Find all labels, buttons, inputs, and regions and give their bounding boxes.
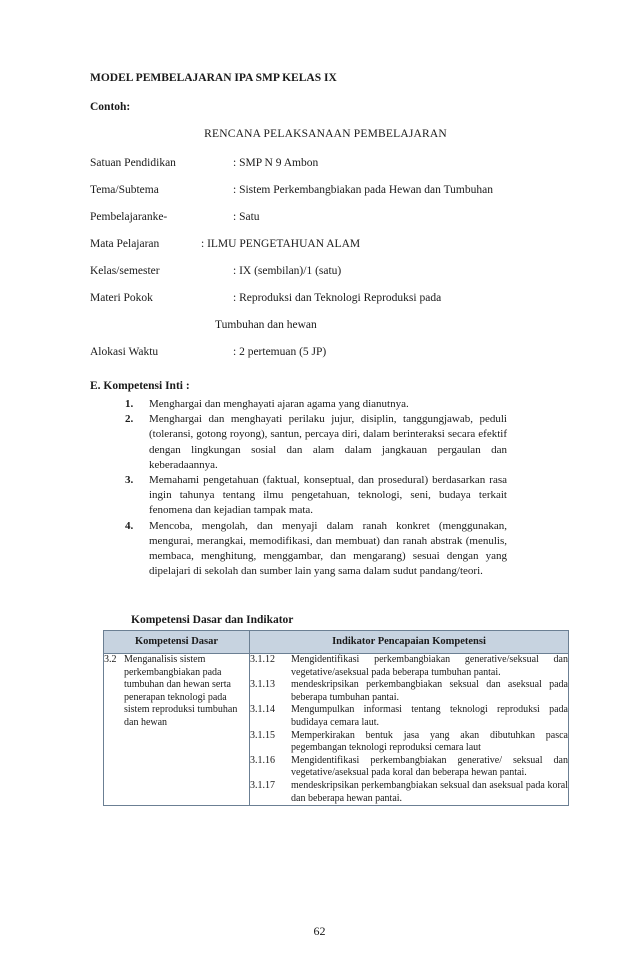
kelas-value: : IX (sembilan)/1 (satu): [233, 265, 342, 277]
kompetensi-inti-heading: E. Kompetensi Inti :: [90, 380, 190, 392]
alokasi-label: Alokasi Waktu: [90, 346, 159, 358]
kompetensi-inti-list: [122, 397, 507, 579]
indikator-cell: [250, 654, 569, 806]
indikator-text: mendeskripsikan perkembangbiakan seksual dan aseksual pada beberapa tumbuhan pantai.: [291, 679, 568, 703]
kompetensi-dasar-heading: Kompetensi Dasar dan Indikator: [131, 614, 294, 626]
materi-label: Materi Pokok: [90, 292, 153, 304]
indikator-item: [250, 755, 568, 780]
indikator-code: 3.1.13: [250, 679, 275, 691]
ki-number: 3.: [125, 474, 134, 487]
kd-text: Menganalisis sistem perkembangbiakan pada tumbuhan dan hewan serta penerapan teknologi pada sistem reproduksi tumbuhan dan hewan: [124, 654, 238, 728]
indikator-item: [250, 679, 568, 704]
tema-label: Tema/Subtema: [90, 184, 159, 196]
indikator-column-header: Indikator Pencapaian Kompetensi: [250, 631, 569, 654]
kd-column-header: Kompetensi Dasar: [104, 631, 250, 654]
mapel-value: : ILMU PENGETAHUAN ALAM: [201, 238, 361, 250]
indikator-code: 3.1.12: [250, 654, 275, 665]
ki-text: Menghargai dan menghayati ajaran agama yang dianutnya.: [149, 398, 409, 410]
tema-value: : Sistem Perkembangbiakan pada Hewan dan Tumbuhan: [233, 184, 493, 196]
indikator-code: 3.1.14: [250, 704, 275, 716]
kompetensi-dasar-table: [103, 630, 569, 806]
alokasi-value: : 2 pertemuan (5 JP): [233, 346, 327, 358]
materi-value: : Reproduksi dan Teknologi Reproduksi pada: [233, 292, 442, 304]
satuan-label: Satuan Pendidikan: [90, 157, 176, 169]
table-row: [104, 654, 569, 806]
kd-statement: [104, 654, 249, 730]
indikator-text: Mengidentifikasi perkembangbiakan generative/ seksual dan vegetative/aseksual pada koral dan beberapa hewan pantai.: [291, 754, 568, 779]
indikator-item: [250, 654, 568, 679]
kd-cell: [104, 654, 250, 806]
example-label: Contoh:: [90, 101, 131, 113]
kelas-label: Kelas/semester: [90, 265, 160, 277]
pembelajaran-value: : Satu: [233, 211, 260, 223]
indikator-text: Mengumpulkan informasi tentang teknologi reproduksi pada budidaya cemara laut.: [291, 704, 568, 728]
ki-item: [122, 519, 507, 580]
kd-code: 3.2: [104, 654, 117, 665]
indikator-code: 3.1.15: [250, 729, 275, 741]
ki-text: Mencoba, mengolah, dan menyaji dalam ranah konkret (menggunakan, mengurai, merangkai, memodifikasi, dan membuat) dan ranah abstrak (menulis, membaca, menghitung, menggambar, dan mengarang) sesuai dengan yang dipelajari di sekolah dan sumber lain yang sama dalam sudut pandang/teori.: [149, 519, 507, 578]
indikator-code: 3.1.17: [250, 779, 275, 791]
materi-value-continued: Tumbuhan dan hewan: [215, 319, 317, 331]
ki-number: 2.: [125, 413, 134, 426]
indikator-item: [250, 704, 568, 729]
indikator-text: mendeskripsikan perkembangbiakan seksual dan aseksual pada koral dan beberapa hewan pantai.: [291, 779, 568, 804]
ki-text: Memahami pengetahuan (faktual, konseptual, dan prosedural) berdasarkan rasa ingin tahunya tentang ilmu pengetahuan, teknologi, seni, budaya terkait fenomena dan kejadian tampak mata.: [149, 474, 507, 517]
mapel-label: Mata Pelajaran: [90, 238, 160, 250]
document-title: MODEL PEMBELAJARAN IPA SMP KELAS IX: [90, 72, 337, 84]
ki-number: 1.: [125, 398, 134, 410]
satuan-value: : SMP N 9 Ambon: [233, 157, 319, 169]
indikator-text: Mengidentifikasi perkembangbiakan generative/seksual dan vegetative/aseksual pada beberapa tumbuhan pantai.: [291, 654, 568, 678]
indikator-code: 3.1.16: [250, 754, 275, 766]
pembelajaran-label: Pembelajaranke-: [90, 211, 168, 223]
ki-item: [122, 412, 507, 473]
ki-text: Menghargai dan menghayati perilaku jujur, disiplin, tanggungjawab, peduli (toleransi, gotong royong), santun, percaya diri, dalam berinteraksi secara efektif dengan lingkungan sosial dan alam dalam jangkauan pergaulan dan keberadaannya.: [149, 413, 507, 471]
page-number: 62: [313, 924, 326, 938]
table-header-row: [104, 631, 569, 654]
indikator-text: Memperkirakan bentuk jasa yang akan dibutuhkan pasca pegembangan teknologi reproduksi cemara laut: [291, 729, 568, 754]
ki-number: 4.: [125, 519, 134, 532]
indikator-item: [250, 730, 568, 755]
rpp-title: RENCANA PELAKSANAAN PEMBELAJARAN: [204, 128, 447, 140]
indikator-item: [250, 780, 568, 805]
ki-item: [122, 473, 507, 519]
ki-item: [122, 397, 507, 412]
